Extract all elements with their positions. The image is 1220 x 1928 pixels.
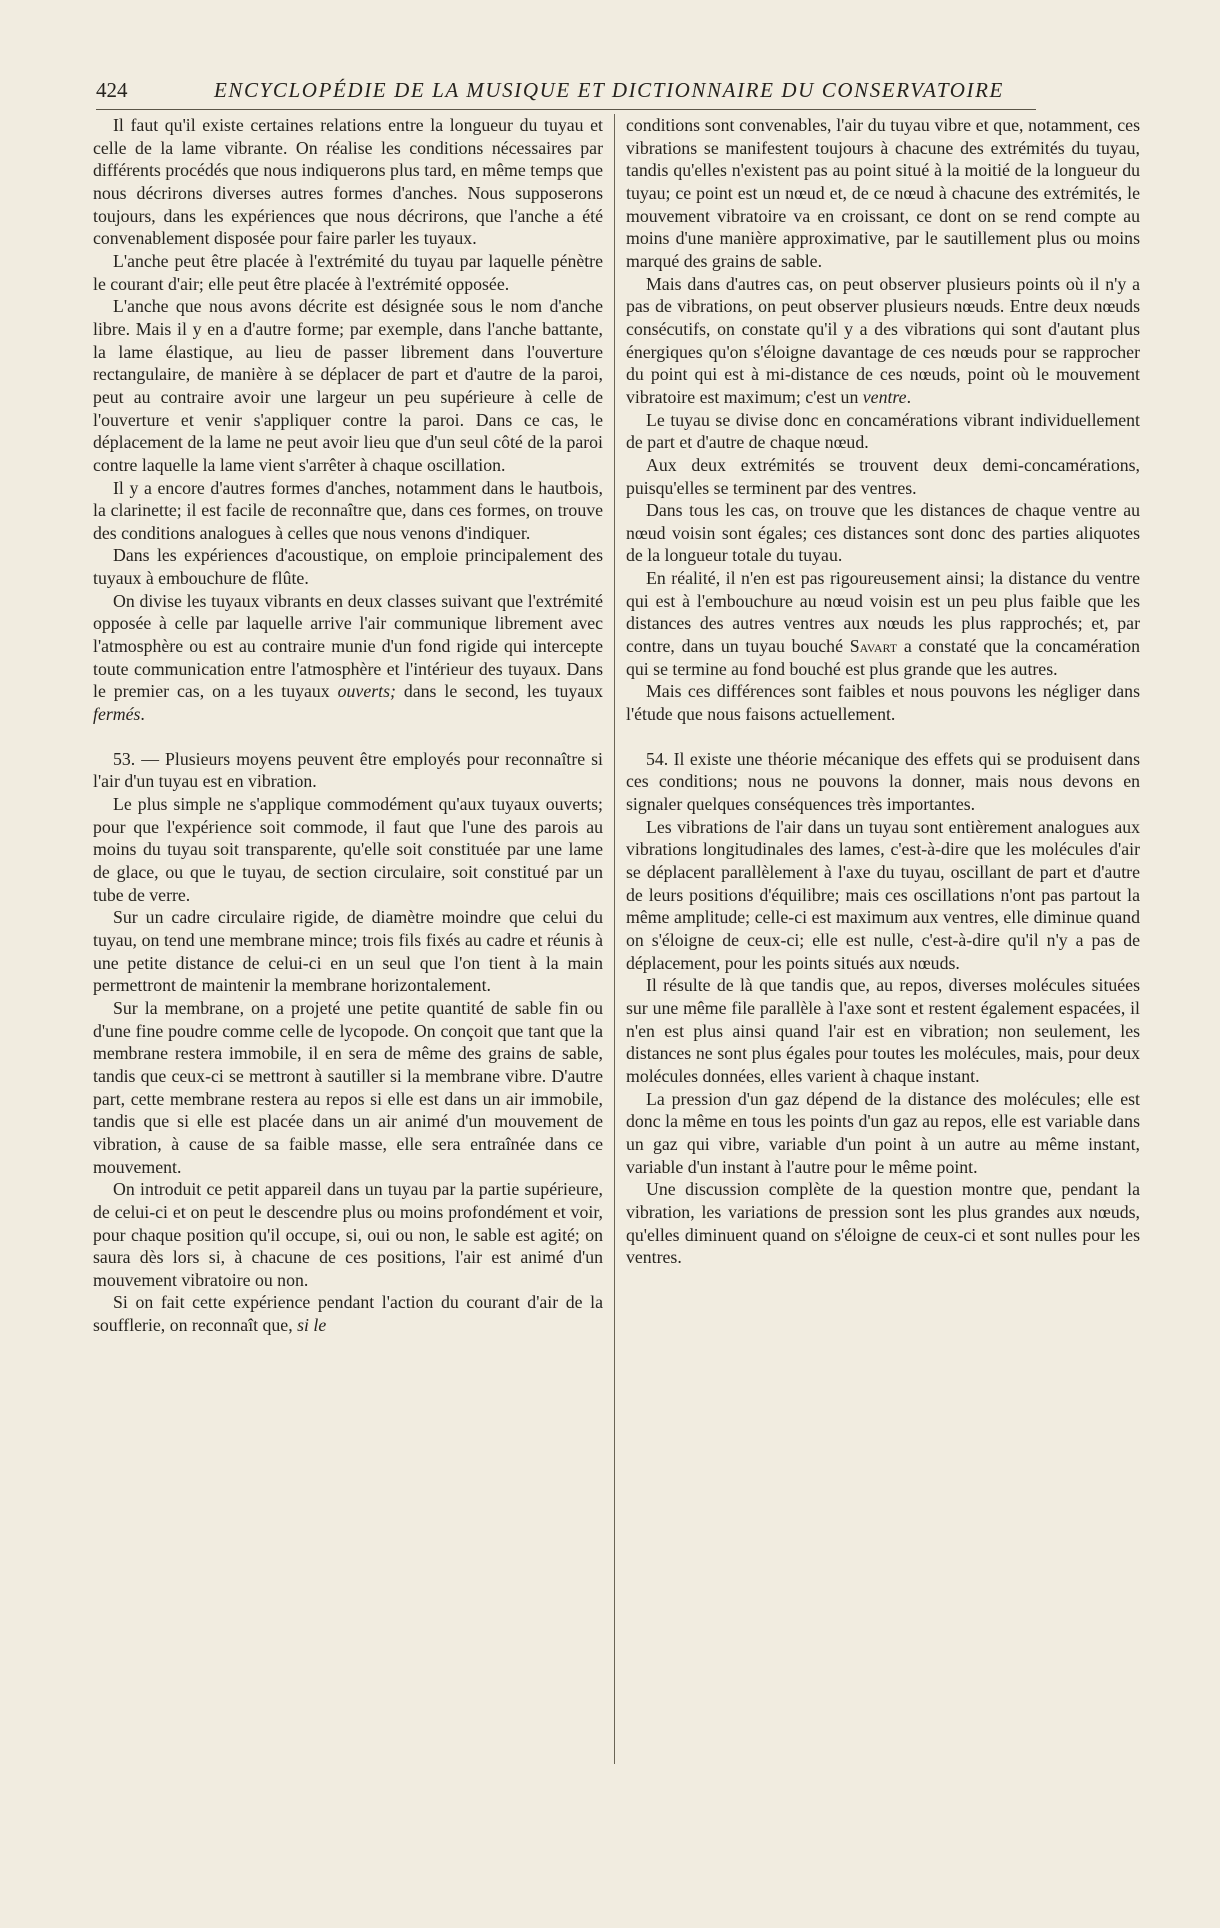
- paragraph: [93, 590, 603, 726]
- paragraph: Sur un cadre circulaire rigide, de diamètre moindre que celui du tuyau, on tend une membrane mince; trois fils fixés au cadre et réunis à une petite distance de celui-ci en un seul que l'on tient à la main permettront de maintenir la membrane horizontalement.: [93, 907, 603, 996]
- paragraph: Mais ces différences sont faibles et nous pouvons les négliger dans l'étude que nous faisons actuellement.: [626, 681, 1140, 725]
- page-number: 424: [96, 78, 128, 102]
- term-ventre: ventre: [862, 386, 907, 407]
- paragraph: L'anche peut être placée à l'extrémité du tuyau par laquelle pénètre le courant d'air; elle peut être placée à l'extrémité opposée.: [93, 250, 603, 294]
- paragraph: Les vibrations de l'air dans un tuyau sont entièrement analogues aux vibrations longitudinales des lames, c'est-à-dire que les molécules d'air se déplacent parallèlement à l'axe du tuyau, oscillant de part et d'autre de leurs positions d'équilibre; mais ces oscillations n'ont pas partout la même amplitude; celle-ci est maximum aux ventres, elle diminue quand on s'éloigne de ceux-ci; elle est nulle, c'est-à-dire qu'il n'y a pas de déplacement, pour les points situés aux nœuds.: [626, 816, 1140, 973]
- paragraph: [626, 273, 1140, 409]
- paragraph: Aux deux extrémités se trouvent deux demi-concamérations, puisqu'elles se terminent par des ventres.: [626, 454, 1140, 498]
- paragraph: Une discussion complète de la question montre que, pendant la vibration, les variations de pression sont les plus grandes aux nœuds, qu'elles diminuent quand on s'éloigne de ceux-ci et sont nulles pour les ventres.: [626, 1179, 1140, 1268]
- paragraph: Le tuyau se divise donc en concamérations vibrant individuellement de part et d'autre de chaque nœud.: [626, 409, 1140, 453]
- paragraph: Le plus simple ne s'applique commodément qu'aux tuyaux ouverts; pour que l'expérience soit commode, il faut que l'une des parois au moins du tuyau soit transparente, qu'elle soit constituée par une lame de glace, ou que le tuyau, de section circulaire, soit constitué par un tube de verre.: [93, 794, 603, 905]
- paragraph: Dans tous les cas, on trouve que les distances de chaque ventre au nœud voisin sont égales; ces distances sont donc des parties aliquotes de la longueur totale du tuyau.: [626, 500, 1140, 566]
- name-savart: Savart: [849, 636, 898, 657]
- text-run: .: [140, 704, 145, 725]
- paragraph: [93, 1291, 603, 1336]
- paragraph-continued: conditions sont convenables, l'air du tuyau vibre et que, notamment, ces vibrations se manifestent toujours à chacune des extrémités du tuyau, tandis qu'elles n'existent pas au point situé à la moitié de la longueur du tuyau; ce point est un nœud et, de ce nœud à chacune des extrémités, le mouvement vibratoire va en croissant, ce dont on se rend compte au moins d'une manière approximative, par le sautillement plus ou moins marqué des grains de sable.: [626, 115, 1140, 271]
- text-run: a constaté que la concamération qui se termine au fond bouché est plus grande que les autres.: [626, 636, 1140, 679]
- italic-run: si le: [297, 1315, 327, 1336]
- paragraph: Dans les expériences d'acoustique, on emploie principalement des tuyaux à embouchure de flûte.: [93, 545, 603, 589]
- paragraph: L'anche que nous avons décrite est désignée sous le nom d'anche libre. Mais il y en a d'autre forme; par exemple, dans l'anche battante, la lame élastique, au lieu de passer librement dans l'ouverture rectangulaire, de manière à se déplacer de part et d'autre de la paroi, peut au contraire avoir une largeur un peu supérieure à celle de l'ouverture et venir s'appliquer contre la paroi. Dans ce cas, le déplacement de la lame ne peut avoir lieu que d'un seul côté de la paroi contre laquelle la lame vient s'arrêter à chaque oscillation.: [93, 296, 603, 475]
- paragraph: Il y a encore d'autres formes d'anches, notamment dans le hautbois, la clarinette; il est facile de reconnaître que, dans ces formes, on trouve des conditions analogues à celles que nous venons d'indiquer.: [93, 477, 603, 543]
- paragraph: [626, 567, 1140, 680]
- section-53: 53. — Plusieurs moyens peuvent être employés pour reconnaître si l'air d'un tuyau est en vibration.: [93, 748, 603, 792]
- right-column: [626, 114, 1140, 1269]
- text-run: On divise les tuyaux vibrants en deux classes suivant que l'extrémité opposée à celle par laquelle arrive l'air communique librement avec l'atmosphère ou est au contraire munie d'un fond rigide qui intercepte toute communication entre l'atmosphère et l'intérieur des tuyaux. Dans le premier cas, on a les tuyaux: [93, 590, 603, 702]
- text-run: .: [906, 386, 912, 407]
- term-ouverts: ouverts;: [337, 681, 396, 702]
- page-header: [96, 78, 1036, 112]
- section-54: 54. Il existe une théorie mécanique des effets qui se produisent dans ces conditions; nous ne pouvons la donner, mais nous devons en signaler quelques conséquences très importantes.: [626, 748, 1140, 815]
- paragraph: Sur la membrane, on a projeté une petite quantité de sable fin ou d'une fine poudre comme celle de lycopode. On conçoit que tant que la membrane restera immobile, il en sera de même des grains de sable, tandis que ceux-ci se mettront à sautiller si la membrane vibre. D'autre part, cette membrane restera au repos si elle est dans un air immobile, tandis que si elle est placée dans un air animé d'un mouvement de vibration, à cause de sa faible masse, elle sera entraînée dans ce mouvement.: [93, 997, 603, 1177]
- text-run: dans le second, les tuyaux: [395, 681, 603, 702]
- left-column: [93, 114, 603, 1337]
- text-run: En réalité, il n'en est pas rigoureusement ainsi; la distance du ventre qui est à l'embouchure au nœud voisin est un peu plus faible que les distances des autres ventres aux nœuds les plus rapprochés; et, par contre, dans un tuyau bouché: [626, 568, 1140, 657]
- paragraph: Il faut qu'il existe certaines relations entre la longueur du tuyau et celle de la lame vibrante. On réalise les conditions nécessaires par différents procédés que nous indiquerons plus tard, en même temps que nous décrirons diverses autres formes d'anches. Nous supposerons toujours, dans les expériences que nous décrirons, que l'anche a été convenablement disposée pour faire parler les tuyaux.: [93, 115, 603, 249]
- term-fermes: fermés: [93, 704, 141, 725]
- paragraph: La pression d'un gaz dépend de la distance des molécules; elle est donc la même en tous les points d'un gaz au repos, elle est variable dans un gaz qui vibre, variable d'un point à un autre au même instant, variable d'un instant à l'autre pour le même point.: [626, 1088, 1140, 1177]
- column-rule: [614, 114, 615, 1764]
- text-run: Mais dans d'autres cas, on peut observer plusieurs points où il n'y a pas de vibrations, on peut observer plusieurs nœuds. Entre deux nœuds consécutifs, on constate qu'il y a des vibrations qui sont d'autant plus énergiques qu'on s'éloigne davantage de ces nœuds pour se rapprocher du point qui est à mi-distance de ces nœuds, point où le mouvement vibratoire est maximum; c'est un: [626, 273, 1140, 407]
- paragraph: Il résulte de là que tandis que, au repos, diverses molécules situées sur une même file parallèle à l'axe sont et restent également espacées, il n'en est plus ainsi quand l'air est en vibration; non seulement, les distances ne sont plus égales pour toutes les molécules, mais, pour deux molécules données, elles varient à chaque instant.: [626, 975, 1140, 1086]
- text-run: Si on fait cette expérience pendant l'action du courant d'air de la soufflerie, on reconnaît que,: [93, 1292, 603, 1336]
- paragraph: On introduit ce petit appareil dans un tuyau par la partie supérieure, de celui-ci et on peut le descendre plus ou moins profondément et voir, pour chaque position qu'il occupe, si, oui ou non, le sable est agité; on saura dès lors si, à chacune de ces positions, l'air est animé d'un mouvement vibratoire ou non.: [93, 1179, 603, 1290]
- header-rule: [96, 109, 1036, 110]
- running-title: ENCYCLOPÉDIE DE LA MUSIQUE ET DICTIONNAIRE DU CONSERVATOIRE: [214, 78, 1004, 102]
